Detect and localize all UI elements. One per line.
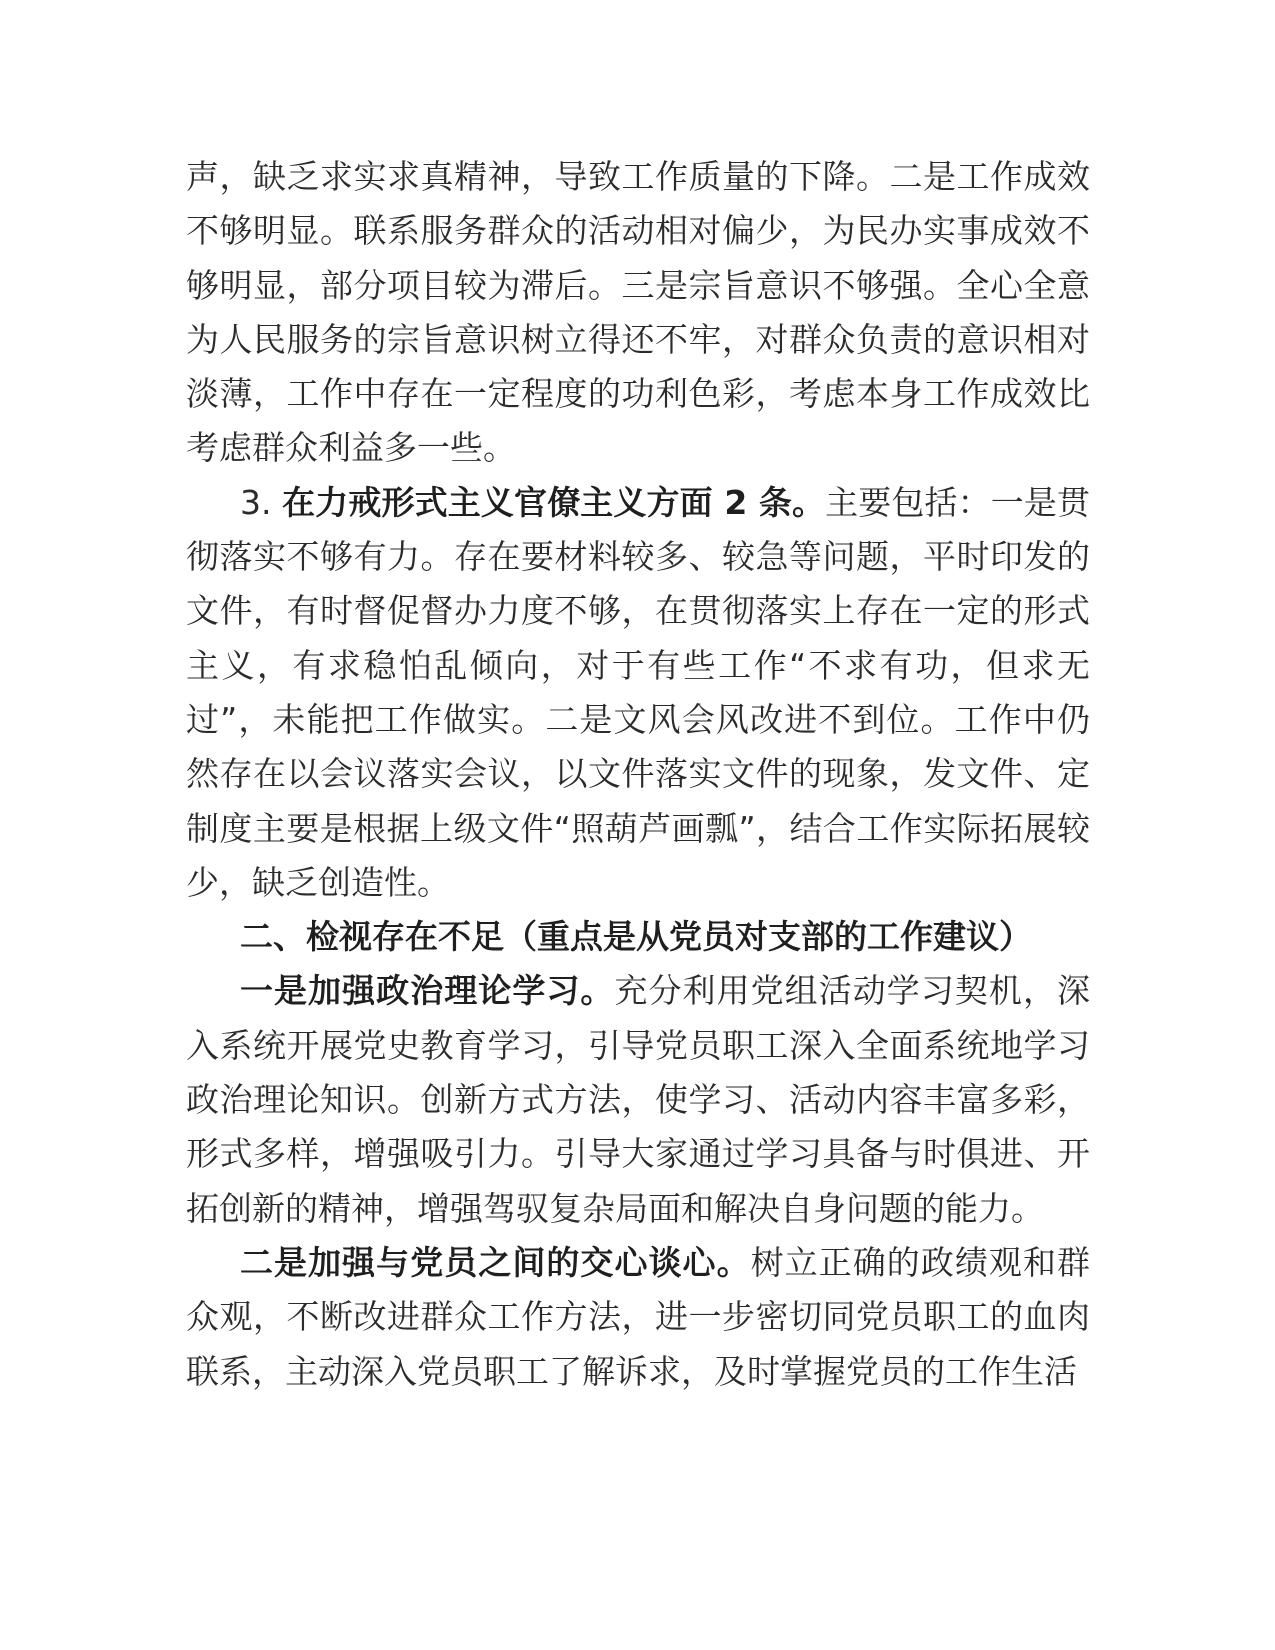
paragraph-communication [186, 1236, 1090, 1399]
item-number: 3. [240, 482, 283, 522]
section-heading: 二、检视存在不足（重点是从党员对支部的工作建议） [240, 917, 1032, 957]
paragraph-text: 声，缺乏求实求真精神，导致工作质量的下降。二是工作成效不够明显。联系服务群众的活动相对偏少，为民办实事成效不够明显，部分项目较为滞后。三是宗旨意识不够强。全心全意为人民服务的宗旨意识树立得还不牢，对群众负责的意识相对淡薄，工作中存在一定程度的功利色彩，考虑本身工作成效比考虑群众利益多一些。 [186, 157, 1090, 468]
paragraph-text: 树立正确的政绩观和群众观，不断改进群众工作方法，进一步密切同党员职工的血肉联系，主动深入党员职工了解诉求，及时掌握党员的工作生活 [186, 1242, 1091, 1391]
paragraph-continuation [186, 150, 1090, 476]
paragraph-text: 主要包括：一是贯彻落实不够有力。存在要材料较多、较急等问题，平时印发的文件，有时督促督办力度不够，在贯彻落实上存在一定的形式主义，有求稳怕乱倾向，对于有些工作“不求有功，但求无过”，未能把工作做实。二是文风会风改进不到位。工作中仍然存在以会议落实会议，以文件落实文件的现象，发文件、定制度主要是根据上级文件“照葫芦画瓢”，结合工作实际拓展较少，缺乏创造性。 [186, 482, 1090, 902]
paragraph-text: 充分利用党组活动学习契机，深入系统开展党史教育学习，引导党员职工深入全面系统地学习政治理论知识。创新方式方法，使学习、活动内容丰富多彩，形式多样，增强吸引力。引导大家通过学习具备与时俱进、开拓创新的精神，增强驾驭复杂局面和解决自身问题的能力。 [186, 971, 1091, 1228]
paragraph-lead: 在力戒形式主义官僚主义方面 2 条。 [282, 482, 826, 522]
paragraph-lead: 一是加强政治理论学习。 [240, 971, 615, 1011]
document-page [186, 150, 1090, 1399]
paragraph-lead: 二是加强与党员之间的交心谈心。 [240, 1242, 751, 1282]
paragraph-formalism [186, 476, 1090, 910]
paragraph-theory-study [186, 964, 1090, 1235]
